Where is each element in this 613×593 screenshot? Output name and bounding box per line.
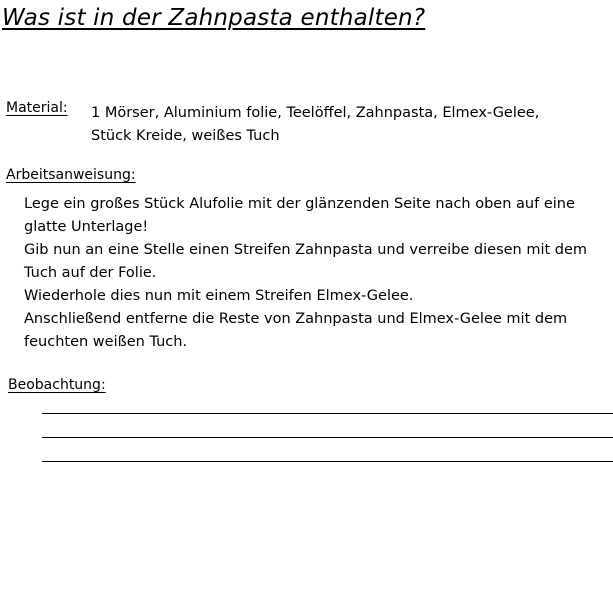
instruction-line: Tuch auf der Folie. xyxy=(24,265,157,281)
worksheet-title: Was ist in der Zahnpasta enthalten? xyxy=(2,5,426,31)
answer-line xyxy=(42,437,613,438)
instruction-line: feuchten weißen Tuch. xyxy=(24,334,188,350)
answer-line xyxy=(42,413,613,414)
instruction-line: Lege ein großes Stück Alufolie mit der glänzenden Seite nach oben auf eine xyxy=(24,196,575,212)
instruction-line: Wiederhole dies nun mit einem Streifen Elmex-Gelee. xyxy=(24,288,414,304)
instruction-line: Anschließend entferne die Reste von Zahnpasta und Elmex-Gelee mit dem xyxy=(24,311,568,327)
observation-label: Beobachtung: xyxy=(8,377,106,393)
material-line: Stück Kreide, weißes Tuch xyxy=(91,128,280,144)
instruction-line: Gib nun an eine Stelle einen Streifen Zahnpasta und verreibe diesen mit dem xyxy=(24,242,588,258)
material-label: Material: xyxy=(6,100,68,116)
material-list xyxy=(91,102,591,148)
material-line: 1 Mörser, Aluminium folie, Teelöffel, Zahnpasta, Elmex-Gelee, xyxy=(91,105,540,121)
observation-answer-area xyxy=(42,413,613,485)
answer-line xyxy=(42,461,613,462)
instructions-label: Arbeitsanweisung: xyxy=(6,167,136,183)
instructions-text xyxy=(24,193,612,354)
instruction-line: glatte Unterlage! xyxy=(24,219,149,235)
